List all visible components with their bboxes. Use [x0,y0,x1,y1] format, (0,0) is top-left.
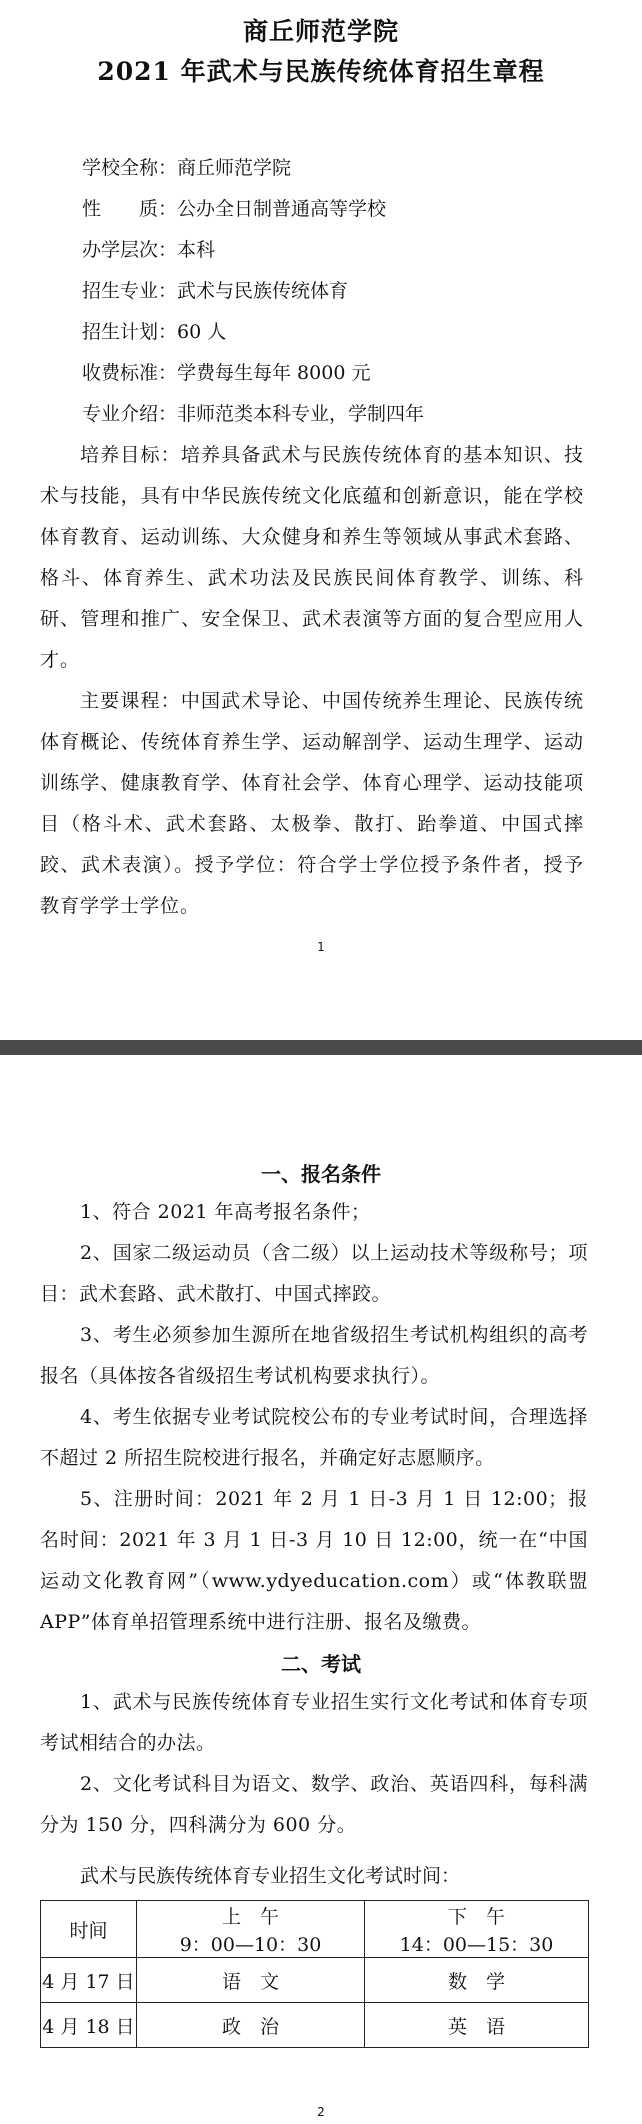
subject-cell: 语 文 [137,1958,365,2003]
registration-item-5: 5、注册时间：2021 年 2 月 1 日-3 月 1 日 12:00；报名时间：2021 年 3 月 1 日-3 月 10 日 12:00，统一在“中国运动文化教育网”（www.ydyeducation.com）或“体教联盟 APP”体育单招管理系统中进行注册、报名及缴费。 [40,1488,588,1633]
exam-item-2: 2、文化考试科目为语文、数学、政治、英语四科，每科满分为 150 分，四科满分为 600 分。 [40,1773,588,1836]
document-page-1 [0,0,642,1040]
registration-item-3: 3、考生必须参加生源所在地省级招生考试机构组织的高考报名（具体按各省级招生考试机构要求执行）。 [40,1324,588,1387]
section-registration-title: 一、报名条件 [261,1162,381,1186]
field-full-name: 学校全称：商丘师范学院 [82,157,292,179]
table-caption: 武术与民族传统体育专业招生文化考试时间： [80,1865,461,1887]
field-nature: 性 质：公办全日制普通高等学校 [82,198,387,220]
table-row [41,1958,589,2003]
field-major: 招生专业：武术与民族传统体育 [82,280,349,302]
field-intro: 专业介绍：非师范类本科专业，学制四年 [82,403,425,425]
table-row [41,2003,589,2048]
afternoon-time-cell: 14：00—15：30 [365,1929,589,1958]
subject-cell: 政 治 [137,2003,365,2048]
field-fees: 收费标准：学费每生每年 8000 元 [82,362,371,384]
field-plan: 招生计划：60 人 [82,321,227,343]
page-number: 2 [317,2105,325,2119]
time-header-cell: 时间 [41,1901,137,1958]
main-courses-paragraph: 主要课程：中国武术导论、中国传统养生理论、民族传统体育概论、传统体育养生学、运动解剖学、运动生理学、运动训练学、健康教育学、体育社会学、体育心理学、运动技能项目（格斗术、武术套路、太极拳、散打、跆拳道、中国式摔跤、武术表演）。授予学位：符合学士学位授予条件者，授予教育学学士学位。 [40,690,584,917]
page-separator [0,1040,642,1055]
date-cell: 4 月 17 日 [41,1958,137,2003]
document-title: 2021 年武术与民族传统体育招生章程 [97,57,545,86]
subject-cell: 英 语 [365,2003,589,2048]
exam-item-1: 1、武术与民族传统体育专业招生实行文化考试和体育专项考试相结合的办法。 [40,1691,588,1754]
section-exam-title: 二、考试 [281,1652,361,1676]
school-title: 商丘师范学院 [242,17,399,46]
page-number: 1 [317,940,325,954]
registration-item-4: 4、考生依据专业考试院校公布的专业考试时间，合理选择不超过 2 所招生院校进行报名，并确定好志愿顺序。 [40,1406,588,1469]
afternoon-header-cell: 下 午 [365,1901,589,1930]
subject-cell: 数 学 [365,1958,589,2003]
registration-item-1: 1、符合 2021 年高考报名条件； [80,1201,371,1223]
morning-time-cell: 9：00—10：30 [137,1929,365,1958]
morning-header-cell: 上 午 [137,1901,365,1930]
document-page-2 [0,1055,642,2124]
training-goal-paragraph: 培养目标：培养具备武术与民族传统体育的基本知识、技术与技能，具有中华民族传统文化底蕴和创新意识，能在学校体育教育、运动训练、大众健身和养生等领域从事武术套路、格斗、体育养生、武术功法及民族民间体育教学、训练、科研、管理和推广、安全保卫、武术表演等方面的复合型应用人才。 [40,444,584,671]
date-cell: 4 月 18 日 [41,2003,137,2048]
exam-schedule-table [40,1900,589,2048]
registration-item-2: 2、国家二级运动员（含二级）以上运动技术等级称号；项目：武术套路、武术散打、中国式摔跤。 [40,1242,588,1305]
field-level: 办学层次：本科 [82,239,216,261]
